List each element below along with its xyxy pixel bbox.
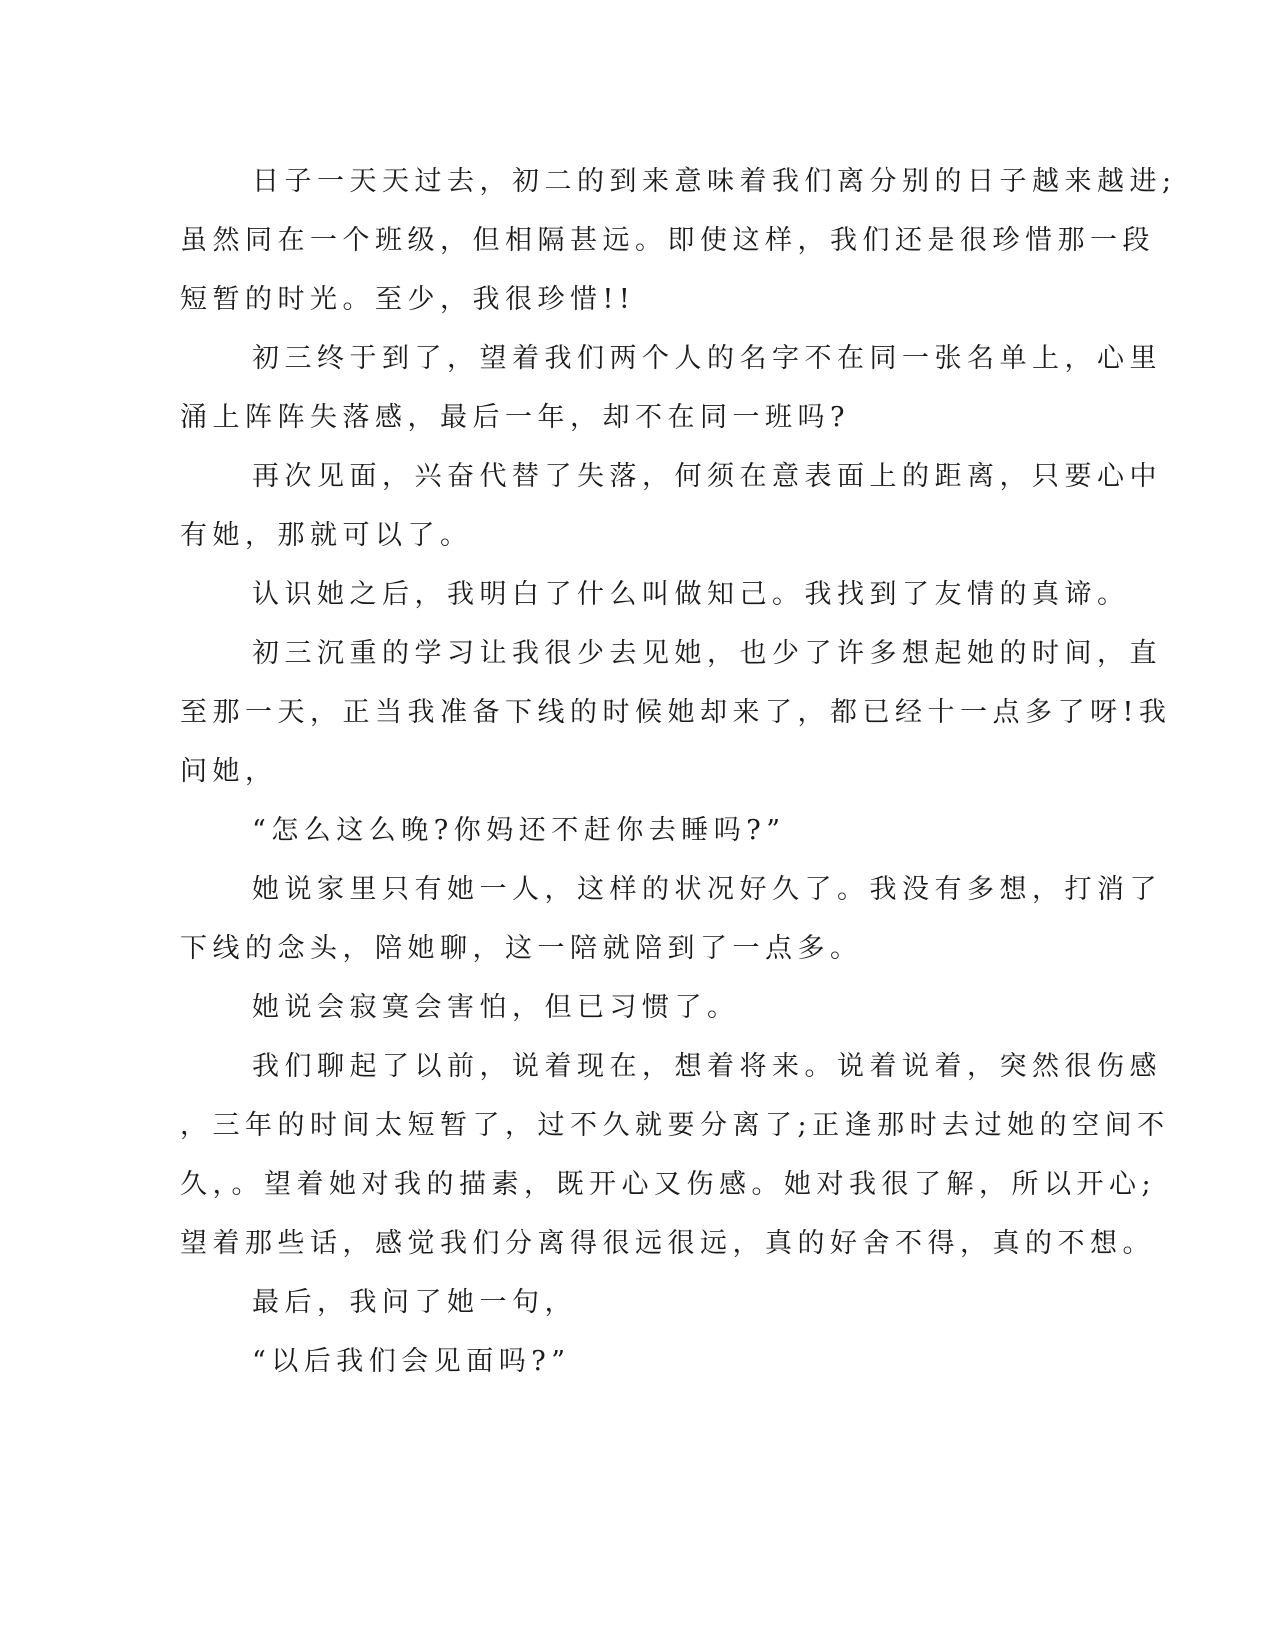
text-line: “以后我们会见面吗?”	[252, 1346, 571, 1377]
text-line: 日子一天天过去，初二的到来意味着我们离分别的日子越来越进;	[252, 166, 1177, 197]
text-line: 久，。望着她对我的描素，既开心又伤感。她对我很了解，所以开心;	[180, 1169, 1157, 1200]
text-line: 我们聊起了以前，说着现在，想着将来。说着说着，突然很伤感	[252, 1051, 1162, 1082]
text-line: 最后，我问了她一句，	[252, 1287, 577, 1318]
text-line: 望着那些话，感觉我们分离得很远很远，真的好舍不得，真的不想。	[180, 1228, 1155, 1259]
text-line: 至那一天，正当我准备下线的时候她却来了，都已经十一点多了呀!我	[180, 697, 1172, 728]
text-line: 有她，那就可以了。	[180, 520, 473, 551]
text-line: “怎么这么晚?你妈还不赶你去睡吗?”	[252, 815, 786, 846]
text-line: 下线的念头，陪她聊，这一陪就陪到了一点多。	[180, 933, 863, 964]
text-line: 初三终于到了，望着我们两个人的名字不在同一张名单上，心里	[252, 343, 1162, 374]
text-line: 认识她之后，我明白了什么叫做知己。我找到了友情的真谛。	[252, 579, 1130, 610]
text-line: 问她，	[180, 756, 278, 787]
text-line: 再次见面，兴奋代替了失落，何须在意表面上的距离，只要心中	[252, 461, 1162, 492]
text-line: 她说会寂寞会害怕，但已习惯了。	[252, 992, 740, 1023]
text-line: 她说家里只有她一人，这样的状况好久了。我没有多想，打消了	[252, 874, 1162, 905]
text-line: 涌上阵阵失落感，最后一年，却不在同一班吗?	[180, 402, 850, 433]
text-line: ，三年的时间太短暂了，过不久就要分离了;正逢那时去过她的空间不	[180, 1110, 1170, 1141]
text-line: 初三沉重的学习让我很少去见她，也少了许多想起她的时间，直	[252, 638, 1162, 669]
text-line: 短暂的时光。至少，我很珍惜!!	[180, 284, 636, 315]
text-line: 虽然同在一个班级，但相隔甚远。即使这样，我们还是很珍惜那一段	[180, 225, 1155, 256]
